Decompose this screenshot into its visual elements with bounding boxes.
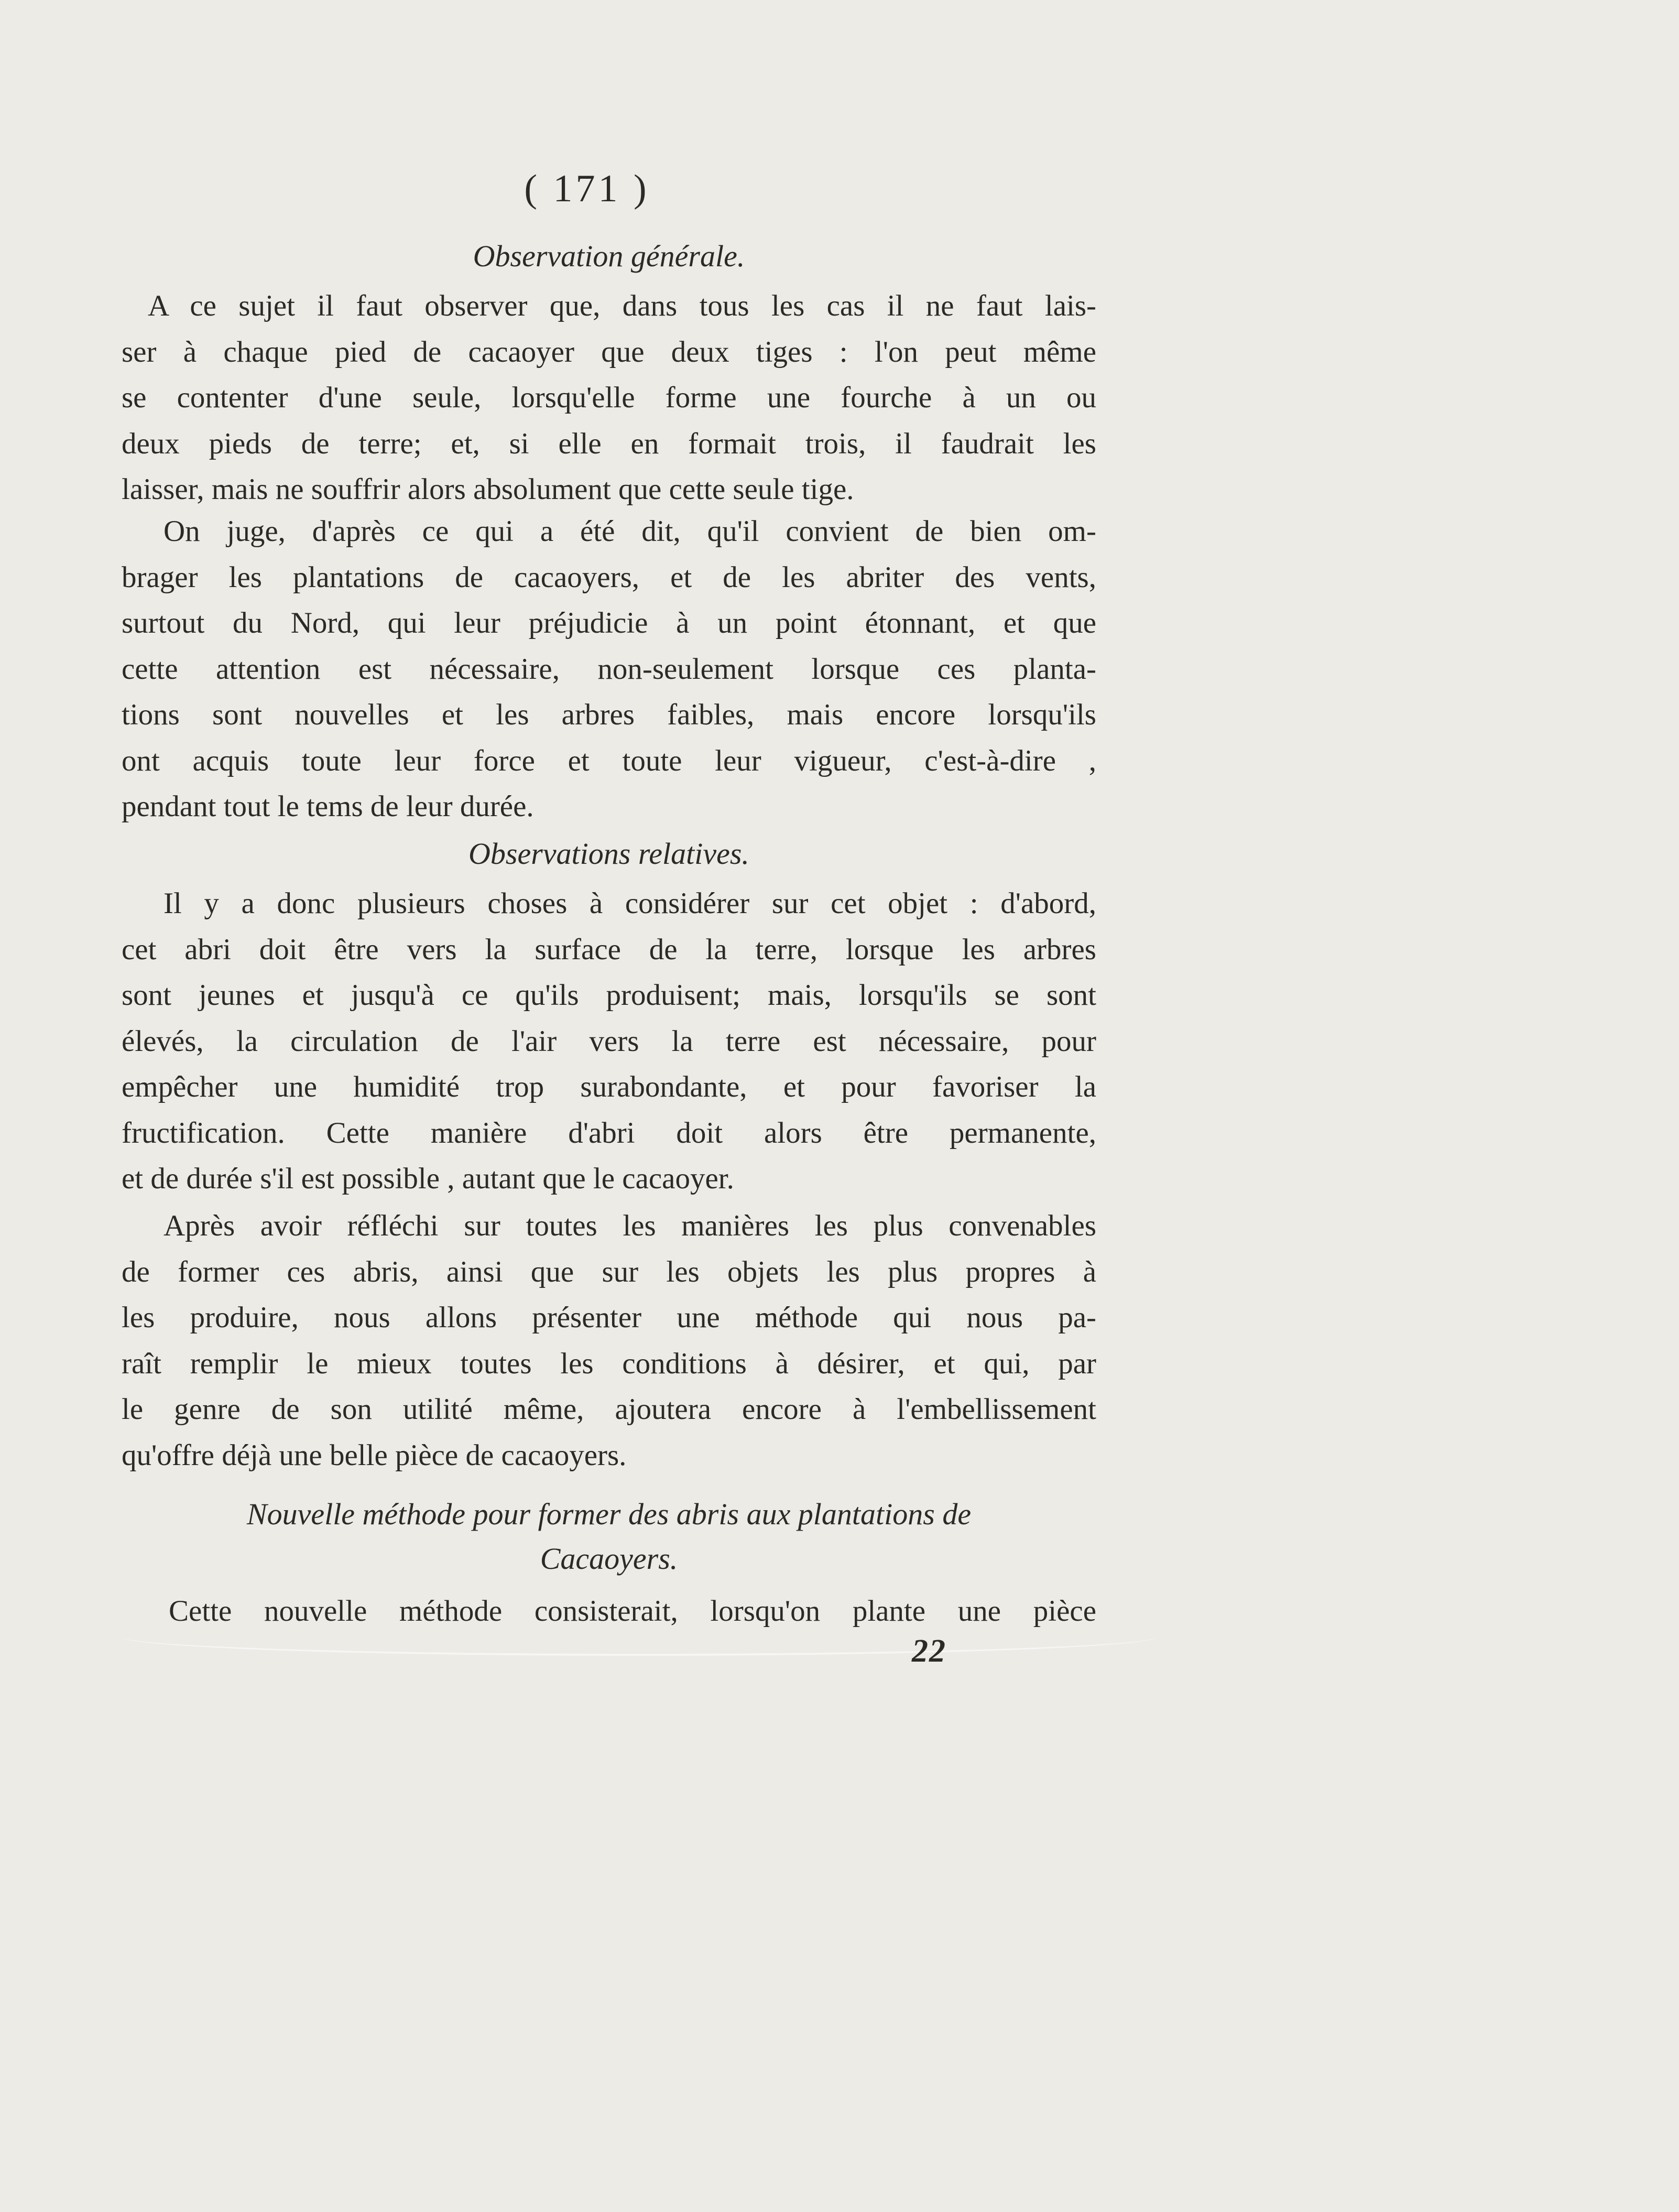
text-line: deux pieds de terre; et, si elle en formait trois, il faudrait les [122, 427, 1096, 460]
section-title-nouvelle-methode: Nouvelle méthode pour former des abris aux plantations de [246, 1497, 972, 1531]
text-line: fructification. Cette manière d'abri doit alors être permanente, [122, 1116, 1096, 1150]
text-line: cet abri doit être vers la surface de la terre, lorsque les arbres [122, 932, 1096, 966]
text-line: Cette nouvelle méthode consisterait, lorsqu'on plante une pièce [169, 1595, 1096, 1628]
paragraph [122, 283, 1096, 513]
text-line: les produire, nous allons présenter une méthode qui nous pa- [122, 1301, 1096, 1334]
text-line: surtout du Nord, qui leur préjudicie à un point étonnant, et que [122, 606, 1096, 639]
section-title-observation-generale: Observation générale. [473, 239, 745, 273]
text-line: de former ces abris, ainsi que sur les objets les plus propres à [122, 1255, 1096, 1288]
paragraph [122, 1203, 1096, 1478]
signature-mark: 22 [912, 1633, 946, 1669]
text-line: ont acquis toute leur force et toute leur vigueur, c'est-à-dire , [122, 744, 1096, 777]
paragraph [122, 1588, 1096, 1634]
text-line: pendant tout le tems de leur durée. [122, 790, 534, 823]
paragraph [122, 508, 1096, 830]
text-line: raît remplir le mieux toutes les conditions à désirer, et qui, par [122, 1347, 1096, 1380]
text-line: brager les plantations de cacaoyers, et de les abriter des vents, [122, 560, 1096, 594]
text-line: On juge, d'après ce qui a été dit, qu'il convient de bien om- [163, 515, 1096, 548]
text-line: qu'offre déjà une belle pièce de cacaoyers. [122, 1438, 627, 1472]
text-line: laisser, mais ne souffrir alors absolument que cette seule tige. [122, 473, 854, 506]
text-line: élevés, la circulation de l'air vers la terre est nécessaire, pour [122, 1024, 1096, 1058]
page-number: ( 171 ) [524, 167, 650, 210]
text-line: sont jeunes et jusqu'à ce qu'ils produisent; mais, lorsqu'ils se sont [122, 979, 1096, 1012]
text-line: se contenter d'une seule, lorsqu'elle forme une fourche à un ou [122, 381, 1096, 414]
section-title-nouvelle-methode-continued: Cacaoyers. [540, 1542, 678, 1576]
text-line: et de durée s'il est possible , autant que le cacaoyer. [122, 1162, 734, 1195]
text-line: Il y a donc plusieurs choses à considérer sur cet objet : d'abord, [163, 887, 1096, 920]
text-line: cette attention est nécessaire, non-seulement lorsque ces planta- [122, 652, 1096, 686]
paragraph [122, 881, 1096, 1202]
text-line: ser à chaque pied de cacaoyer que deux tiges : l'on peut même [122, 335, 1096, 368]
text-line: tions sont nouvelles et les arbres faibles, mais encore lorsqu'ils [122, 698, 1096, 731]
text-line: A ce sujet il faut observer que, dans tous les cas il ne faut lais- [148, 289, 1096, 322]
text-line: empêcher une humidité trop surabondante, et pour favoriser la [122, 1070, 1096, 1103]
text-line: le genre de son utilité même, ajoutera encore à l'embellissement [122, 1393, 1096, 1426]
text-line: Après avoir réfléchi sur toutes les manières les plus convenables [163, 1209, 1096, 1242]
section-title-observations-relatives: Observations relatives. [468, 837, 749, 871]
